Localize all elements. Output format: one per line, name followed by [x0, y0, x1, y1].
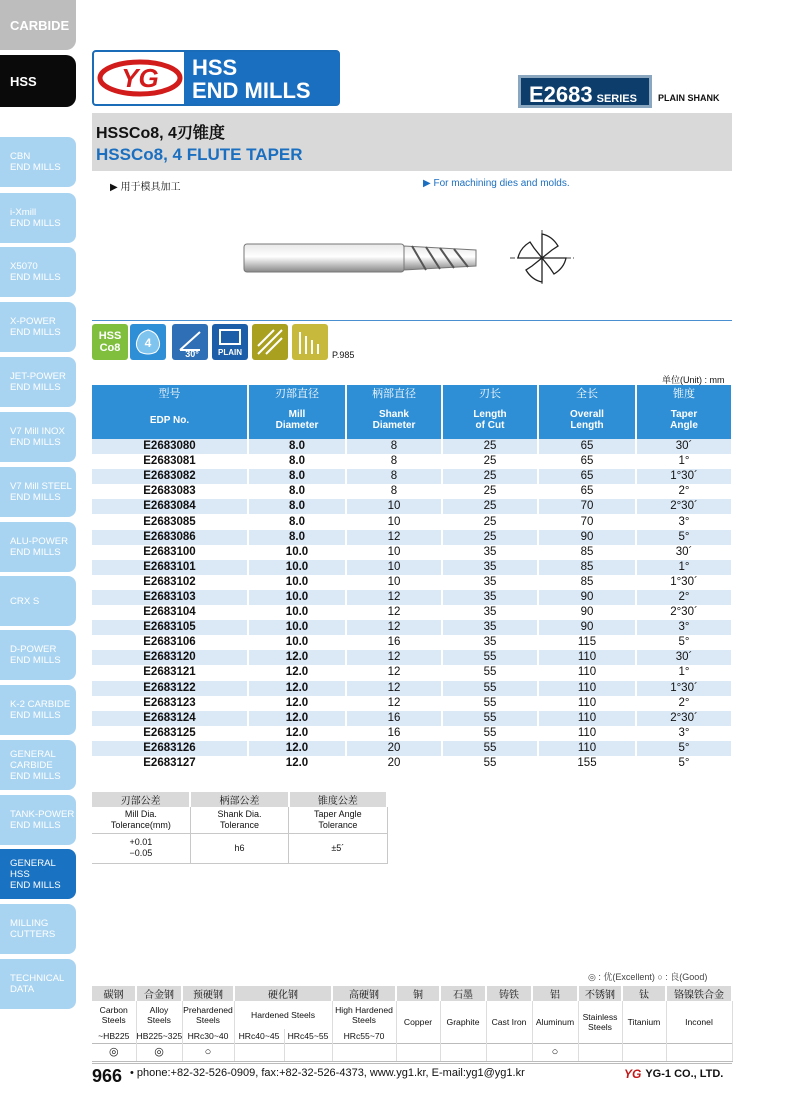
table-cell: E2683080: [92, 439, 248, 454]
table-cell: 35: [442, 620, 538, 635]
table-cell: 12.0: [248, 711, 346, 726]
table-cell: E2683126: [92, 741, 248, 756]
tolerance-value-2: ±5´: [289, 833, 387, 863]
table-cell: 155: [538, 756, 636, 771]
section-divider: [92, 320, 732, 321]
sidebar-item-label: TECHNICAL DATA: [10, 973, 65, 995]
sidebar-item-label: CBN END MILLS: [10, 151, 61, 173]
table-cell: 110: [538, 650, 636, 665]
footer-brand: [624, 1067, 723, 1081]
sidebar-item-label: MILLING CUTTERS: [10, 918, 56, 940]
brand-title: [184, 52, 340, 104]
table-cell: E2683123: [92, 696, 248, 711]
table-row: [92, 545, 732, 560]
material-hardness-4: HRc45~55: [284, 1029, 332, 1043]
table-row: [92, 605, 732, 620]
sidebar-item-label: X5070 END MILLS: [10, 261, 61, 283]
table-cell: 90: [538, 605, 636, 620]
table-cell: E2683101: [92, 560, 248, 575]
table-cell: 65: [538, 469, 636, 484]
yg-logo-icon: [96, 55, 184, 101]
table-row: [92, 454, 732, 469]
sidebar-item-label: ALU-POWER END MILLS: [10, 536, 69, 558]
title-en: HSSCo8, 4 FLUTE TAPER: [96, 145, 303, 164]
table-cell: 5°: [636, 756, 732, 771]
tolerance-subheader-1: Shank Dia. Tolerance: [190, 807, 288, 833]
material-rating-10: [578, 1043, 622, 1061]
table-cell: 55: [442, 741, 538, 756]
table-cell: 110: [538, 726, 636, 741]
table-cell: 12.0: [248, 696, 346, 711]
spec-header-cn-1: 刃部直径: [248, 385, 346, 401]
table-row: [92, 575, 732, 590]
table-cell: 8.0: [248, 469, 346, 484]
material-rating-2: ○: [182, 1043, 234, 1061]
table-row: [92, 590, 732, 605]
table-cell: 35: [442, 560, 538, 575]
table-cell: 25: [442, 514, 538, 529]
table-cell: 55: [442, 681, 538, 696]
spec-header-cn-2: 柄部直径: [346, 385, 442, 401]
table-cell: 1°: [636, 665, 732, 680]
table-cell: 12.0: [248, 741, 346, 756]
spec-header-en-0: EDP No.: [92, 401, 248, 439]
material-hardness-2: HRc30~40: [182, 1029, 234, 1043]
slotting-work-icon: [252, 324, 288, 360]
table-cell: 20: [346, 756, 442, 771]
material-name-5: Copper: [396, 1001, 440, 1043]
sidebar-item-13[interactable]: [0, 795, 76, 845]
sidebar-item-label: V7 Mill INOX END MILLS: [10, 426, 65, 448]
table-row: [92, 560, 732, 575]
table-cell: 90: [538, 530, 636, 545]
table-cell: E2683100: [92, 545, 248, 560]
table-cell: 25: [442, 530, 538, 545]
tolerance-header-0: 刃部公差: [92, 792, 190, 807]
table-row: [92, 469, 732, 484]
sidebar-item-9[interactable]: [0, 576, 76, 626]
table-cell: 2°30´: [636, 499, 732, 514]
table-cell: 55: [442, 665, 538, 680]
table-row: [92, 711, 732, 726]
table-cell: E2683120: [92, 650, 248, 665]
material-rating-1: ◎: [136, 1043, 182, 1061]
table-row: [92, 635, 732, 650]
table-cell: 8: [346, 469, 442, 484]
table-cell: 8.0: [248, 454, 346, 469]
series-box: [518, 75, 652, 108]
table-cell: 1°: [636, 454, 732, 469]
four-flute-icon: [130, 324, 166, 360]
table-cell: 110: [538, 681, 636, 696]
table-cell: 3°: [636, 726, 732, 741]
table-cell: E2683083: [92, 484, 248, 499]
table-cell: E2683124: [92, 711, 248, 726]
table-cell: 10.0: [248, 590, 346, 605]
table-cell: 2°30´: [636, 605, 732, 620]
table-cell: 8.0: [248, 484, 346, 499]
material-rating-5: [332, 1043, 396, 1061]
material-rating-9: ○: [532, 1043, 578, 1061]
spec-header-en-2: Shank Diameter: [346, 401, 442, 439]
table-row: [92, 681, 732, 696]
table-cell: 30´: [636, 439, 732, 454]
table-row: [92, 726, 732, 741]
table-cell: 12.0: [248, 756, 346, 771]
table-row: [92, 756, 732, 771]
table-cell: 12: [346, 696, 442, 711]
table-cell: 8: [346, 454, 442, 469]
table-cell: 35: [442, 575, 538, 590]
table-cell: 12: [346, 590, 442, 605]
sidebar-item-12[interactable]: [0, 740, 76, 790]
material-table: [92, 986, 733, 1062]
table-cell: 70: [538, 499, 636, 514]
material-name-11: Inconel: [666, 1001, 732, 1043]
hss-co8-icon: [92, 324, 128, 360]
table-cell: 25: [442, 499, 538, 514]
table-row: [92, 484, 732, 499]
sidebar-item-label: GENERAL CARBIDE END MILLS: [10, 748, 61, 782]
series-code: E2683: [529, 82, 593, 107]
table-cell: E2683103: [92, 590, 248, 605]
table-cell: 8.0: [248, 514, 346, 529]
table-cell: 85: [538, 560, 636, 575]
sidebar-item-label: GENERAL HSS END MILLS: [10, 857, 61, 891]
table-cell: 35: [442, 635, 538, 650]
spec-header-cn-5: 锥度: [636, 385, 732, 401]
table-cell: 2°: [636, 484, 732, 499]
table-cell: 110: [538, 665, 636, 680]
sidebar-item-label: K-2 CARBIDE END MILLS: [10, 699, 71, 721]
material-hardness-5: HRc55~70: [332, 1029, 396, 1043]
series-word: SERIES: [596, 93, 637, 105]
table-row: [92, 696, 732, 711]
tolerance-table: [92, 792, 388, 864]
table-cell: 1°30´: [636, 575, 732, 590]
material-name-6: Graphite: [440, 1001, 486, 1043]
table-cell: 10.0: [248, 575, 346, 590]
table-cell: 8: [346, 439, 442, 454]
spec-header-en-3: Length of Cut: [442, 401, 538, 439]
svg-text:YG: YG: [121, 63, 159, 93]
sidebar-item-7[interactable]: [0, 467, 76, 517]
sidebar-item-10[interactable]: [0, 630, 76, 680]
table-cell: 20: [346, 741, 442, 756]
tab-hss-label: HSS: [10, 73, 37, 89]
table-cell: 35: [442, 590, 538, 605]
table-cell: 110: [538, 711, 636, 726]
svg-text:4: 4: [144, 336, 152, 350]
sidebar-item-label: V7 Mill STEEL END MILLS: [10, 481, 72, 503]
page-number: 966: [92, 1066, 123, 1086]
material-rating-0: ◎: [92, 1043, 136, 1061]
spec-header-en-4: Overall Length: [538, 401, 636, 439]
table-cell: 25: [442, 484, 538, 499]
table-cell: E2683102: [92, 575, 248, 590]
material-name-1: Alloy Steels: [136, 1001, 182, 1029]
table-cell: 90: [538, 590, 636, 605]
material-header-1: 合金钢: [136, 986, 182, 1001]
table-cell: 16: [346, 711, 442, 726]
material-header-6: 石墨: [440, 986, 486, 1001]
table-cell: 10.0: [248, 620, 346, 635]
table-cell: 12: [346, 650, 442, 665]
table-cell: 3°: [636, 514, 732, 529]
material-header-3: 硬化钢: [234, 986, 332, 1001]
table-cell: 8.0: [248, 530, 346, 545]
table-cell: 35: [442, 605, 538, 620]
table-row: [92, 514, 732, 529]
tab-hss[interactable]: [0, 55, 76, 107]
tolerance-value-0: +0.01 −0.05: [92, 833, 190, 863]
table-cell: 85: [538, 545, 636, 560]
spec-header-en-5: Taper Angle: [636, 401, 732, 439]
material-rating-12: [666, 1043, 732, 1061]
material-rating-8: [486, 1043, 532, 1061]
table-cell: E2683122: [92, 681, 248, 696]
table-cell: E2683106: [92, 635, 248, 650]
table-cell: 8.0: [248, 439, 346, 454]
material-name-3: Hardened Steels: [234, 1001, 332, 1029]
material-rating-7: [440, 1043, 486, 1061]
footer-logo-icon: YG: [624, 1067, 642, 1081]
material-name-10: Titanium: [622, 1001, 666, 1043]
tolerance-header-2: 锥度公差: [289, 792, 387, 807]
table-cell: 65: [538, 454, 636, 469]
table-cell: E2683086: [92, 530, 248, 545]
table-cell: 2°: [636, 696, 732, 711]
table-cell: E2683084: [92, 499, 248, 514]
table-cell: 10.0: [248, 605, 346, 620]
table-cell: 8.0: [248, 499, 346, 514]
material-rating-4: [284, 1043, 332, 1061]
material-name-0: Carbon Steels: [92, 1001, 136, 1029]
table-cell: 10.0: [248, 635, 346, 650]
hss-co8-label: HSS Co8: [98, 330, 122, 354]
material-name-2: Prehardened Steels: [182, 1001, 234, 1029]
sidebar-item-14[interactable]: [0, 849, 76, 899]
note-en: ▶ For machining dies and molds.: [423, 178, 570, 189]
tab-carbide-label: CARBIDE: [10, 17, 70, 33]
table-cell: 25: [442, 439, 538, 454]
material-header-8: 铝: [532, 986, 578, 1001]
material-rating-11: [622, 1043, 666, 1061]
shank-type: PLAIN SHANK: [658, 93, 720, 103]
table-cell: 35: [442, 545, 538, 560]
table-cell: 115: [538, 635, 636, 650]
material-name-8: Aluminum: [532, 1001, 578, 1043]
sidebar-item-15[interactable]: [0, 904, 76, 954]
material-rating-3: [234, 1043, 284, 1061]
table-cell: 25: [442, 469, 538, 484]
table-cell: 12: [346, 620, 442, 635]
table-cell: 12.0: [248, 726, 346, 741]
table-cell: E2683082: [92, 469, 248, 484]
svg-text:30°: 30°: [185, 349, 199, 358]
table-cell: E2683104: [92, 605, 248, 620]
material-name-9: Stainless Steels: [578, 1001, 622, 1043]
table-cell: 12.0: [248, 650, 346, 665]
sidebar-item-label: X-POWER END MILLS: [10, 316, 61, 338]
table-cell: 10: [346, 499, 442, 514]
sidebar-item-2[interactable]: [0, 193, 76, 243]
sidebar-item-16[interactable]: [0, 959, 76, 1009]
sidebar-item-5[interactable]: [0, 357, 76, 407]
table-cell: 5°: [636, 741, 732, 756]
table-cell: 16: [346, 726, 442, 741]
cross-section-icon: [508, 228, 576, 288]
sidebar-item-label: JET-POWER END MILLS: [10, 371, 66, 393]
table-cell: E2683127: [92, 756, 248, 771]
table-cell: 3°: [636, 620, 732, 635]
helix-angle-icon: [172, 324, 208, 360]
table-row: [92, 499, 732, 514]
table-cell: 25: [442, 454, 538, 469]
tolerance-value-1: h6: [190, 833, 288, 863]
table-cell: 2°: [636, 590, 732, 605]
table-cell: 12: [346, 530, 442, 545]
table-row: [92, 665, 732, 680]
sidebar-item-1[interactable]: [0, 137, 76, 187]
table-cell: 90: [538, 620, 636, 635]
table-cell: 30´: [636, 545, 732, 560]
table-cell: 1°30´: [636, 469, 732, 484]
spec-header-cn-3: 刃长: [442, 385, 538, 401]
material-header-9: 不锈钢: [578, 986, 622, 1001]
table-cell: 65: [538, 439, 636, 454]
table-cell: 55: [442, 696, 538, 711]
side-milling-work-icon: [292, 324, 328, 360]
sidebar-item-label: CRX S: [10, 595, 40, 607]
sidebar-item-3[interactable]: [0, 247, 76, 297]
material-header-2: 预硬钢: [182, 986, 234, 1001]
table-cell: E2683085: [92, 514, 248, 529]
note-cn: ▶ 用于模具加工: [110, 182, 181, 193]
table-cell: 16: [346, 635, 442, 650]
material-header-10: 钛: [622, 986, 666, 1001]
table-cell: 10: [346, 575, 442, 590]
table-cell: 55: [442, 756, 538, 771]
plain-shank-icon: [212, 324, 248, 360]
title-cn: HSSCo8, 4刃锥度: [96, 125, 225, 142]
table-cell: 5°: [636, 635, 732, 650]
spec-header-cn-4: 全长: [538, 385, 636, 401]
sidebar-item-6[interactable]: [0, 412, 76, 462]
table-cell: 2°30´: [636, 711, 732, 726]
table-row: [92, 741, 732, 756]
brand-line1: HSS: [192, 55, 238, 80]
svg-text:PLAIN: PLAIN: [218, 348, 242, 357]
table-row: [92, 439, 732, 454]
material-header-11: 铬镍铁合金: [666, 986, 732, 1001]
table-cell: 110: [538, 741, 636, 756]
spec-header-en-1: Mill Diameter: [248, 401, 346, 439]
table-cell: 1°: [636, 560, 732, 575]
table-cell: 65: [538, 484, 636, 499]
table-cell: 10.0: [248, 560, 346, 575]
material-legend: ◎ : 优(Excellent) ○ : 良(Good): [588, 972, 708, 982]
table-cell: 12: [346, 681, 442, 696]
table-row: [92, 650, 732, 665]
table-cell: 55: [442, 711, 538, 726]
reference-page[interactable]: P.985: [332, 350, 355, 360]
material-rating-6: [396, 1043, 440, 1061]
sidebar-item-4[interactable]: [0, 302, 76, 352]
sidebar-item-label: D-POWER END MILLS: [10, 644, 61, 666]
material-header-0: 碳钢: [92, 986, 136, 1001]
contact-info: • phone:+82-32-526-0909, fax:+82-32-526-4373, www.yg1.kr, E-mail:yg1@yg1.kr: [130, 1067, 525, 1079]
material-hardness-3: HRc40~45: [234, 1029, 284, 1043]
table-cell: 85: [538, 575, 636, 590]
table-cell: 70: [538, 514, 636, 529]
tolerance-subheader-0: Mill Dia. Tolerance(mm): [92, 807, 190, 833]
table-row: [92, 620, 732, 635]
footer-line: [92, 1063, 732, 1064]
table-cell: 10: [346, 560, 442, 575]
brand-line2: END MILLS: [192, 78, 311, 103]
end-mill-drawing-icon: [240, 238, 480, 278]
table-cell: 110: [538, 696, 636, 711]
material-hardness-0: ~HB225: [92, 1029, 136, 1043]
unit-label: 单位(Unit) : mm: [662, 375, 725, 385]
table-cell: 12: [346, 605, 442, 620]
material-hardness-1: HB225~325: [136, 1029, 182, 1043]
tolerance-header-1: 柄部公差: [190, 792, 288, 807]
table-cell: E2683105: [92, 620, 248, 635]
sidebar-item-label: i-Xmill END MILLS: [10, 207, 61, 229]
sidebar-item-label: TANK-POWER END MILLS: [10, 809, 75, 831]
table-cell: 8: [346, 484, 442, 499]
table-cell: 12.0: [248, 665, 346, 680]
material-header-7: 铸铁: [486, 986, 532, 1001]
material-header-4: 高硬钢: [332, 986, 396, 1001]
tab-carbide[interactable]: [0, 0, 76, 50]
table-cell: 5°: [636, 530, 732, 545]
sidebar-item-8[interactable]: [0, 522, 76, 572]
table-cell: 30´: [636, 650, 732, 665]
table-cell: 1°30´: [636, 681, 732, 696]
table-cell: 55: [442, 650, 538, 665]
table-cell: 10.0: [248, 545, 346, 560]
material-name-4: High Hardened Steels: [332, 1001, 396, 1029]
table-row: [92, 530, 732, 545]
table-cell: 55: [442, 726, 538, 741]
table-cell: E2683081: [92, 454, 248, 469]
sidebar-item-11[interactable]: [0, 685, 76, 735]
table-cell: 12.0: [248, 681, 346, 696]
tolerance-subheader-2: Taper Angle Tolerance: [289, 807, 387, 833]
table-cell: 10: [346, 514, 442, 529]
spec-header-cn-0: 型号: [92, 385, 248, 401]
table-cell: 10: [346, 545, 442, 560]
table-cell: 12: [346, 665, 442, 680]
company-name: YG-1 CO., LTD.: [645, 1068, 724, 1080]
material-name-7: Cast Iron: [486, 1001, 532, 1043]
material-header-5: 铜: [396, 986, 440, 1001]
table-cell: E2683121: [92, 665, 248, 680]
spec-table: [92, 385, 733, 771]
table-cell: E2683125: [92, 726, 248, 741]
